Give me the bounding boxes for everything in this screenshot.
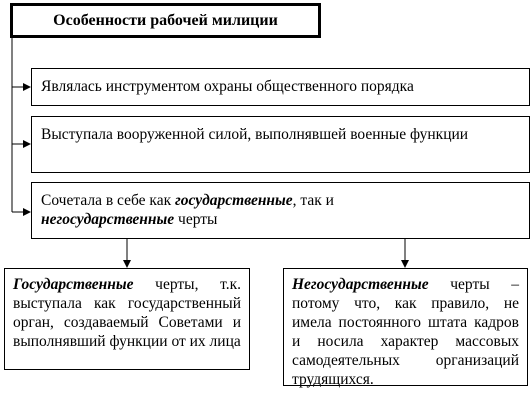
feature-text-2: Выступала вооруженной силой, выполнявшей военные функции [41,126,469,143]
feature-3-prefix: Сочетала в себе как [41,192,175,209]
feature-3-bold-nonstate: негосударственные [41,211,175,228]
feature-box-1 [31,68,530,106]
feature-3-middle: , так и [292,192,334,209]
nonstate-features-box [283,268,528,386]
title-box [10,3,321,38]
feature-3-suffix: черты [174,211,218,228]
nonstate-features-text: черты – потому что, как правило, не имела постоянного штата кадров и носила характер массовых самодеятельных организаций трудящихся. [292,276,519,388]
feature-3-bold-state: государственные [175,192,293,209]
feature-box-2 [31,116,530,173]
feature-text-1: Являлась инструментом охраны общественного порядка [41,78,414,95]
state-features-box [4,268,250,370]
feature-box-3 [31,182,530,239]
state-features-heading: Государственные [13,276,134,293]
nonstate-features-heading: Негосударственные [292,276,429,293]
title-text: Особенности рабочей милиции [53,12,278,29]
state-features-text: черты, т.к. выступала как государственный орган, создаваемый Советами и выполнявший функции от их лица [13,276,241,350]
